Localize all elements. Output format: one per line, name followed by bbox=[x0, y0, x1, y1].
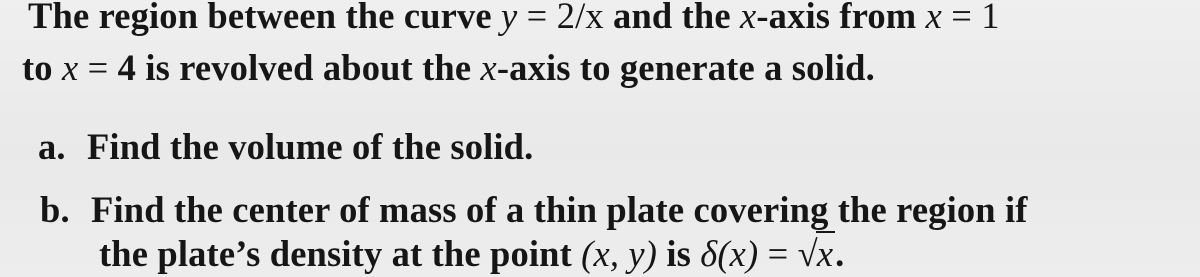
text-fragment: to bbox=[22, 47, 62, 88]
part-b-line-1 bbox=[40, 190, 1028, 230]
square-root bbox=[798, 234, 836, 274]
text-fragment: the plate’s density at the point bbox=[99, 233, 582, 274]
point-expression: (x, y) bbox=[581, 233, 658, 274]
equals-sign: = bbox=[78, 47, 118, 88]
radicand: x bbox=[816, 233, 834, 274]
problem-statement-line-1 bbox=[28, 0, 1000, 36]
part-a bbox=[38, 127, 533, 167]
equals-sign: = bbox=[517, 0, 557, 36]
text-fragment: is bbox=[657, 233, 701, 274]
part-a-text: Find the volume of the solid. bbox=[86, 126, 534, 167]
equals-sign: = bbox=[758, 233, 798, 274]
math-variable-x: x bbox=[61, 47, 79, 88]
radical-sign: √ bbox=[797, 233, 818, 274]
math-variable-y: y bbox=[501, 0, 518, 36]
part-a-label: a. bbox=[38, 126, 66, 167]
density-function: δ(x) bbox=[700, 233, 759, 274]
text-fragment: 4 is revolved about the bbox=[117, 47, 481, 88]
curve-expression: 2/x bbox=[556, 0, 604, 36]
text-fragment: -axis to generate a solid. bbox=[496, 47, 875, 88]
part-b-label: b. bbox=[40, 189, 70, 230]
text-fragment: -axis from bbox=[756, 0, 926, 36]
period: . bbox=[835, 233, 845, 274]
part-b-line-2 bbox=[99, 234, 844, 274]
problem-statement-line-2 bbox=[22, 48, 875, 88]
equals-sign: = bbox=[942, 0, 982, 36]
number: 1 bbox=[981, 0, 1000, 36]
part-b-text: Find the center of mass of a thin plate covering the region if bbox=[91, 189, 1028, 230]
math-variable-x: x bbox=[925, 0, 942, 36]
math-variable-x: x bbox=[740, 0, 757, 36]
text-fragment: The region between the curve bbox=[28, 0, 502, 36]
math-variable-x: x bbox=[480, 47, 497, 88]
text-fragment: and the bbox=[603, 0, 741, 36]
